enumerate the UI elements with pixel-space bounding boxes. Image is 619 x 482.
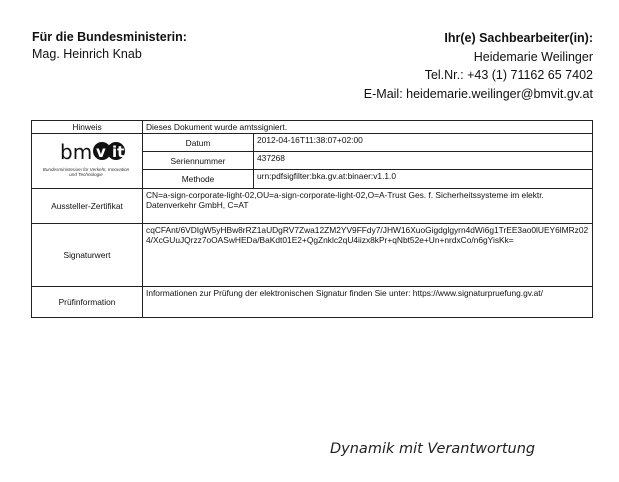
- sender-block: [32, 29, 187, 63]
- hinweis-value: Dieses Dokument wurde amtssigniert.: [143, 121, 593, 134]
- signaturwert-row: [32, 224, 593, 287]
- methode-value: urn:pdfsigfilter:bka.gv.at:binaer:v1.1.0: [254, 170, 593, 189]
- datum-label: Datum: [143, 134, 254, 152]
- sender-name: Mag. Heinrich Knab: [32, 47, 142, 61]
- datum-value: 2012-04-16T11:38:07+02:00: [254, 134, 593, 152]
- logo-cell: [32, 134, 143, 189]
- signaturwert-label: Signaturwert: [32, 224, 143, 287]
- datum-row: [32, 134, 593, 152]
- pruef-label: Prüfinformation: [32, 287, 143, 318]
- contact-block: [364, 29, 593, 103]
- contact-phone: Tel.Nr.: +43 (1) 71162 65 7402: [424, 68, 593, 82]
- contact-name: Heidemarie Weilinger: [473, 49, 593, 64]
- svg-text:it: it: [112, 143, 125, 161]
- aussteller-label: Aussteller-Zertifikat: [32, 189, 143, 224]
- aussteller-value: CN=a-sign-corporate-light-02,OU=a-sign-corporate-light-02,O=A-Trust Ges. f. Sicherheitssysteme im elektr. Datenverkehr GmbH, C=AT: [143, 189, 593, 224]
- logo-subtitle: Bundesministerium für Verkehr, Innovation und Technologie: [42, 167, 130, 178]
- signature-table: [31, 120, 593, 318]
- footer-tagline: Dynamik mit Verantwortung: [330, 441, 536, 457]
- methode-label: Methode: [143, 170, 254, 189]
- aussteller-row: [32, 189, 593, 224]
- bmvit-logo: [60, 139, 130, 165]
- serien-value: 437268: [254, 152, 593, 170]
- sender-title: Für die Bundesministerin:: [32, 30, 187, 44]
- pruef-row: [32, 287, 593, 318]
- pruef-value: Informationen zur Prüfung der elektronischen Signatur finden Sie unter: https://www.signaturpruefung.gv.at/: [143, 287, 593, 318]
- svg-text:v: v: [96, 143, 106, 161]
- contact-title: Ihr(e) Sachbearbeiter(in):: [444, 31, 593, 45]
- hinweis-row: [32, 121, 593, 134]
- svg-text:bm: bm: [60, 140, 93, 164]
- serien-label: Seriennummer: [143, 152, 254, 170]
- contact-email: E-Mail: heidemarie.weilinger@bmvit.gv.at: [363, 86, 593, 101]
- hinweis-label: Hinweis: [32, 121, 143, 134]
- signaturwert-value: cqCFAnt/6VDIgW5yHBw8rRZ1aUDgRV7Zwa12ZM2YV9FFdy7/JHW16XuoGigdglgyrn4dWi6g1TrEE3ao0lUEY6lMRz024/XcGUuJQrzz7oOASwHEDa/BaKdt01E2+QgZnklc2qU4iizx8kPr+qNbt52e+Un+nrdxCo/n6gYisKk=: [143, 224, 593, 287]
